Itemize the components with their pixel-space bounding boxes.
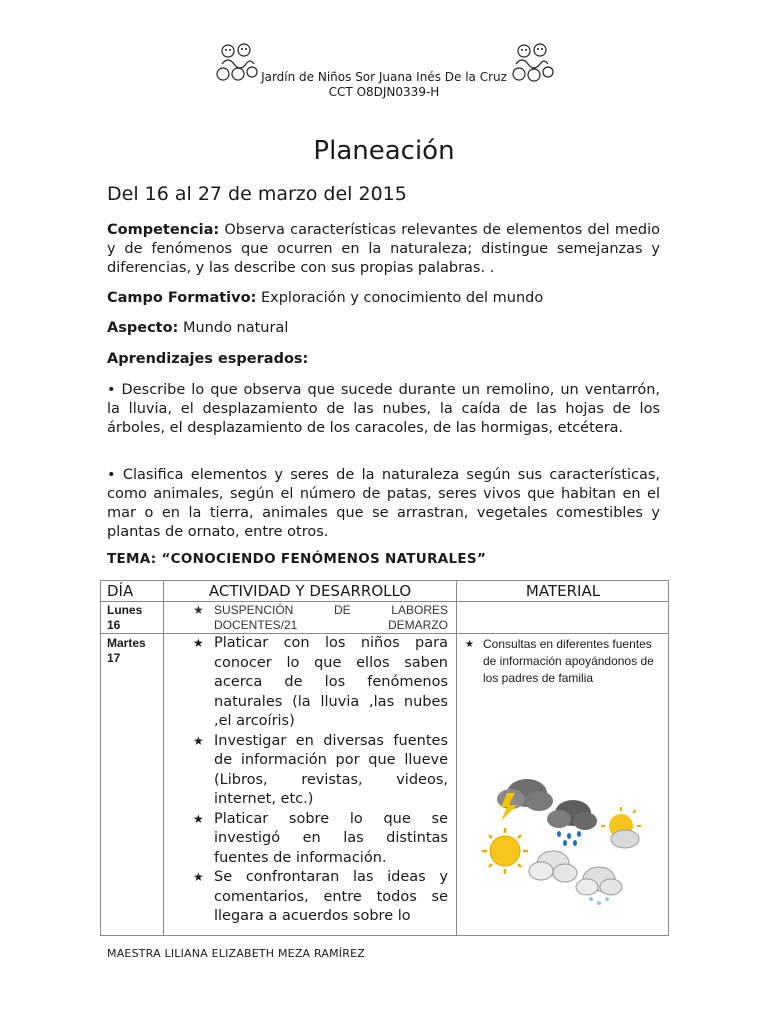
activity-text: Platicar sobre lo que se investigó en las distintas fuentes de información.: [214, 810, 448, 866]
star-bullet-icon: ★: [193, 733, 204, 748]
competencia-label: Competencia:: [107, 222, 220, 238]
header-actividad: ACTIVIDAD Y DESARROLLO: [208, 582, 412, 600]
aprendizaje-item: • Describe lo que observa que sucede durante un remolino, un ventarrón, la lluvia, el desplazamiento de las nubes, la caída de las hojas de los árboles, el desplazamiento de los caracoles, de las hormigas, etcétera.: [107, 382, 660, 436]
school-name: Jardín de Niños Sor Juana Inés De la Cruz: [261, 70, 507, 84]
day-cell: Lunes 16: [107, 603, 143, 632]
activity-item: [193, 732, 448, 810]
campo-paragraph: [107, 289, 660, 308]
tema-heading: TEMA: “CONOCIENDO FENÓMENOS NATURALES”: [107, 551, 487, 567]
star-bullet-icon: ★: [465, 639, 474, 650]
activity-item: [193, 603, 448, 633]
activity-cell: [193, 603, 448, 633]
activity-text: Investigar en diversas fuentes de información por que llueve (Libros, revistas, videos, internet, etc.): [214, 732, 448, 807]
aspecto-label: Aspecto:: [107, 320, 179, 336]
header-dia: DÍA: [107, 582, 134, 600]
star-bullet-icon: ★: [193, 811, 204, 826]
star-bullet-icon: ★: [193, 603, 204, 617]
campo-text: Exploración y conocimiento del mundo: [260, 290, 544, 306]
aspecto-text: Mundo natural: [182, 320, 289, 336]
activities-table: [100, 580, 669, 936]
activity-item: [193, 868, 448, 927]
day-cell: Martes 17: [107, 636, 146, 665]
campo-label: Campo Formativo:: [107, 290, 257, 306]
activity-item: [193, 634, 448, 732]
aspecto-paragraph: [107, 319, 660, 338]
aprendizajes-heading: Aprendizajes esperados:: [107, 351, 309, 367]
activity-cell: [193, 634, 448, 927]
school-header: [0, 70, 768, 100]
competencia-paragraph: [107, 221, 660, 278]
activity-text: Se confrontaran las ideas y comentarios, entre todos se llegara a acuerdos sobre lo: [214, 869, 448, 924]
activity-text: Platicar con los niños para conocer lo que ellos saben acerca de los fenómenos naturales (la lluvia ,las nubes ,el arcoíris): [214, 635, 448, 729]
page-title: Planeación: [313, 136, 455, 166]
star-bullet-icon: ★: [193, 870, 204, 884]
star-bullet-icon: ★: [193, 636, 204, 650]
activity-item: [193, 810, 448, 869]
aprendizaje-item: • Clasifica elementos y seres de la naturaleza según sus características, como animales, según el número de patas, seres vivos que habitan en el mar o en la tierra, animales que se arrastran, vegetales comestibles y plantas de ornato, entre otros.: [107, 467, 660, 540]
date-range: Del 16 al 27 de marzo del 2015: [107, 183, 407, 205]
activity-text: SUSPENCIÓN DE LABORES DOCENTES/21 DEMARZO: [214, 603, 448, 632]
weather-clipart-icon: [481, 771, 641, 911]
material-cell: [465, 636, 661, 687]
school-cct: CCT O8DJN0339-H: [328, 85, 440, 99]
competencia-text: Observa características relevantes de elementos del medio y de fenómenos que ocurren en la naturaleza; distingue semejanzas y diferencias, y las describe con sus propias palabras. .: [107, 222, 661, 276]
header-material: MATERIAL: [525, 582, 601, 600]
teacher-name-footer: MAESTRA LILIANA ELIZABETH MEZA RAMÍREZ: [107, 947, 365, 960]
material-text: Consultas en diferentes fuentes de información apoyándonos de los padres de familia: [483, 637, 654, 685]
